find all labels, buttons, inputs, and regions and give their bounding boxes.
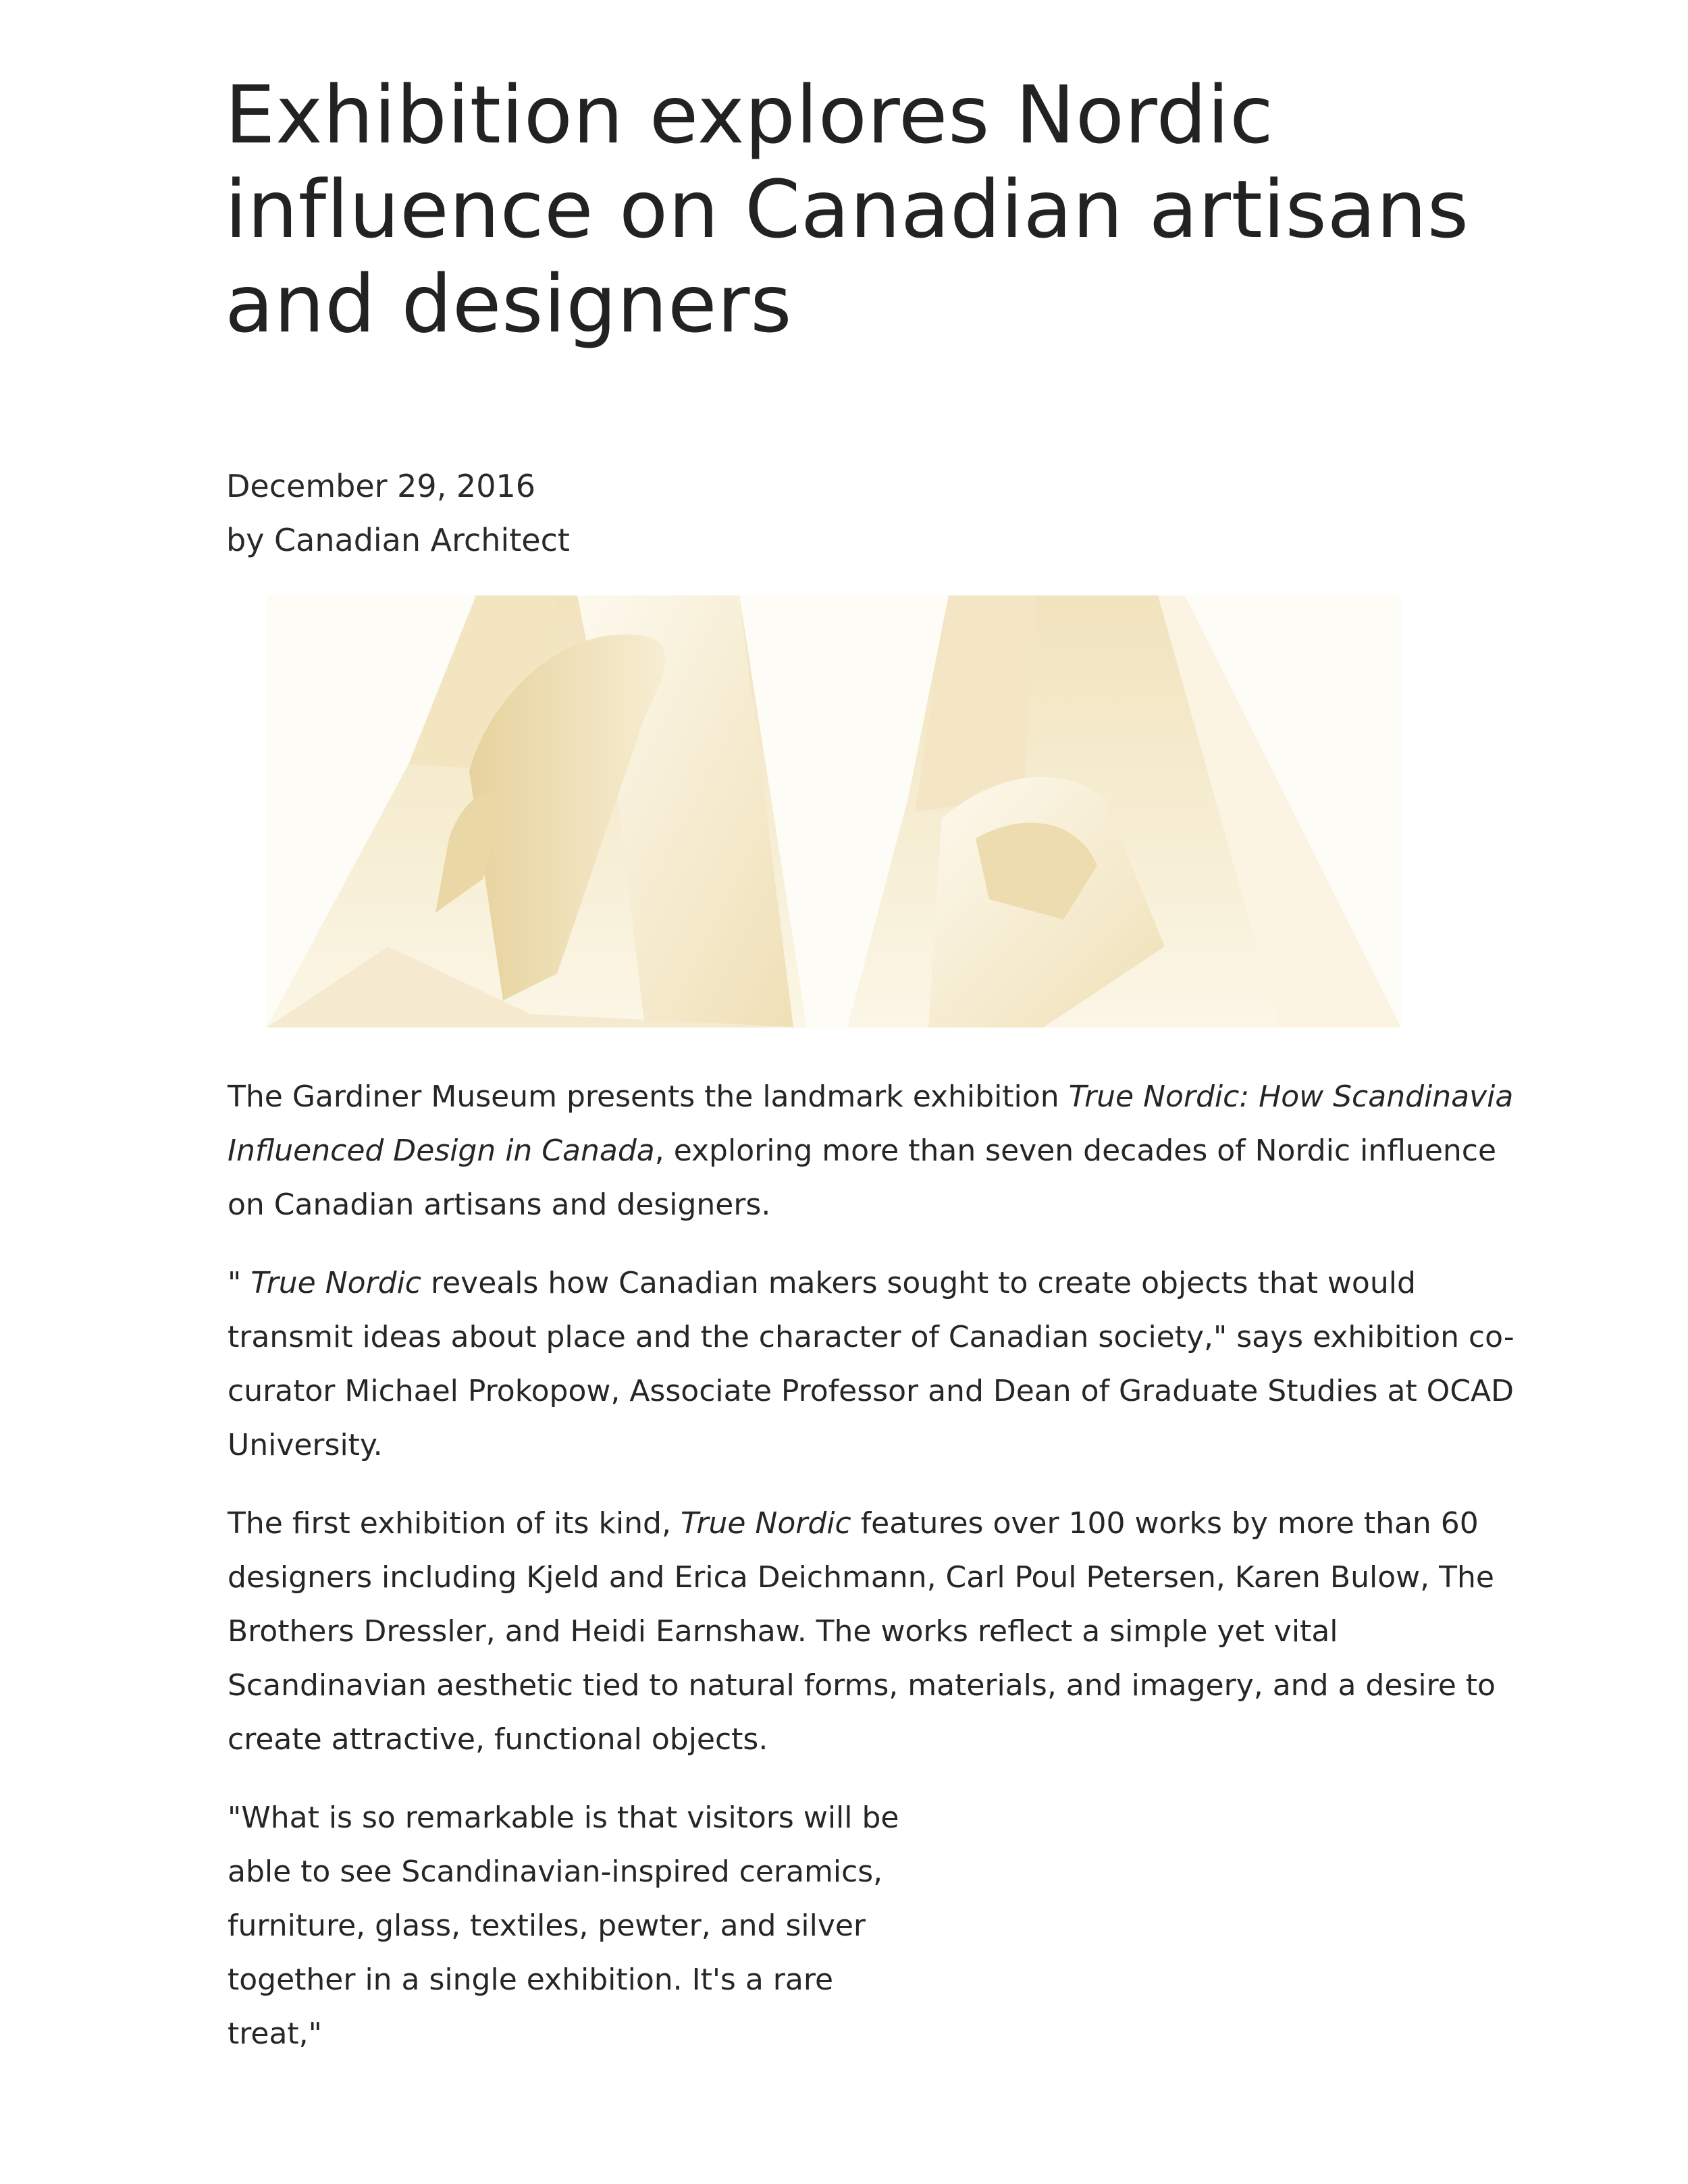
paragraph-2: [228, 1256, 1531, 1472]
paragraph-1: [228, 1070, 1531, 1232]
paragraph-1-text: The Gardiner Museum presents the landmark exhibition: [228, 1080, 1069, 1114]
exhibition-name: True Nordic: [250, 1266, 421, 1300]
paragraph-3: [228, 1497, 1531, 1767]
paragraph-4: "What is so remarkable is that visitors will be able to see Scandinavian-inspired ceramics, furniture, glass, textiles, pewter, and silver together in a single exhibition. It's a rare treat,": [228, 1801, 899, 2051]
article-title: Exhibition explores Nordic influence on Canadian artisans and designers: [225, 68, 1469, 350]
byline: by Canadian Architect: [226, 522, 570, 558]
exhibition-name: True Nordic: [680, 1506, 851, 1541]
paragraph-1-text-end: , exploring more than seven decades of Nordic influence on Canadian artisans and designers.: [228, 1134, 1497, 1222]
paragraph-2-text: reveals how Canadian makers sought to create objects that would transmit ideas about place and the character of Canadian society," says exhibition co-curator Michael Prokopow, Associate Professor and Dean of Graduate Studies at OCAD University.: [228, 1266, 1514, 1462]
exhibition-title: True Nordic: How Scandinavia Influenced Design in Canada: [228, 1080, 1514, 1168]
hero-photo: [267, 595, 1401, 1028]
paragraph-3-text-end: features over 100 works by more than 60 designers including Kjeld and Erica Deichmann, Carl Poul Petersen, Karen Bulow, The Brothers Dressler, and Heidi Earnshaw. The works reflect a simple yet vital Scandinavian aesthetic tied to natural forms, materials, and imagery, and a desire to create attractive, functional objects.: [228, 1506, 1496, 1757]
paragraph-3-text: The first exhibition of its kind,: [228, 1506, 681, 1541]
article-meta: [226, 459, 1171, 567]
article-body: [228, 1070, 1531, 2085]
publish-date: December 29, 2016: [226, 468, 536, 504]
quote-open: ": [228, 1266, 251, 1300]
